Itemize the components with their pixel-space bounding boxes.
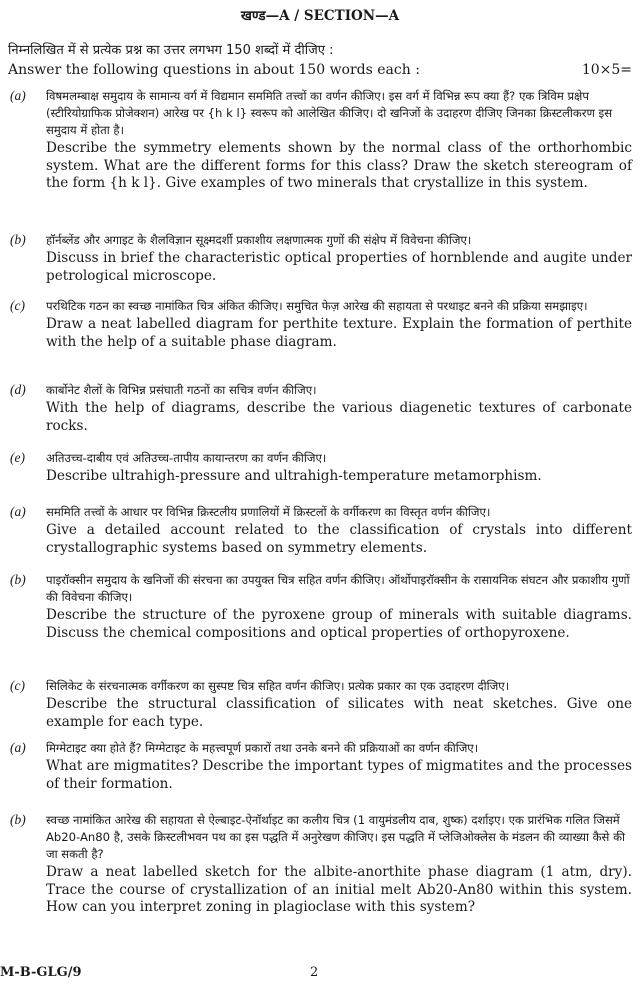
question-hindi: मिग्मेटाइट क्या होते हैं? मिग्मेटाइट के महत्त्वपूर्ण प्रकारों तथा उनके बनने की प्रक्रियाओं का वर्णन कीजिए। xyxy=(46,741,479,755)
question-item xyxy=(0,812,640,917)
paper-code: M-B-GLG/9 xyxy=(0,965,82,980)
question-item xyxy=(0,740,640,793)
question-label: (b) xyxy=(10,812,26,827)
question-hindi: कार्बोनेट शैलों के विभिन्न प्रसंघाती गठनों का सचित्र वर्णन कीजिए। xyxy=(46,383,317,397)
question-hindi: पाइरॉक्सीन समुदाय के खनिजों की संरचना का उपयुक्त चित्र सहित वर्णन कीजिए। ऑर्थोपाइरॉक्सीन के रासायनिक संघटन और प्रकाशीय गुणों की विवेचना कीजिए। xyxy=(46,573,630,604)
question-hindi: हॉर्नब्लेंड और अगाइट के शैलविज्ञान सूक्ष्मदर्शी प्रकाशीय लक्षणात्मक गुणों की संक्षेप में विवेचना कीजिए। xyxy=(46,233,472,247)
question-label: (c) xyxy=(10,678,25,693)
page-number: 2 xyxy=(310,965,319,980)
question-english: Describe the structural classification of silicates with neat sketches. Give one example for each type. xyxy=(46,696,632,730)
question-label: (a) xyxy=(10,504,26,519)
question-hindi: स्वच्छ नामांकित आरेख की सहायता से ऐल्बाइट-ऐनॉर्थाइट का कलीय चित्र (1 वायुमंडलीय दाब, शुष्क) दर्शाइए। एक प्रारंभिक गलित जिसमें Ab20-An80 है, उसके क्रिस्टलीभवन पथ का इस पद्धति में अनुरेखण कीजिए। इस पद्धति में प्लेजिओक्लेस के मंडलन की व्याख्या कैसे की जा सकती है? xyxy=(46,813,625,861)
question-item xyxy=(0,678,640,731)
question-english: Discuss in brief the characteristic optical properties of hornblende and augite under petrological microscope. xyxy=(46,250,632,284)
question-label: (b) xyxy=(10,572,26,587)
question-english: Describe the symmetry elements shown by the normal class of the orthorhombic system. What are the different forms for this class? Draw the sketch stereogram of the form {h k l}. Give examples of two minerals that crystallize in this system. xyxy=(46,140,632,191)
question-label: (e) xyxy=(10,450,25,465)
question-label: (a) xyxy=(10,88,26,103)
instructions-english-text: Answer the following questions in about 150 words each : xyxy=(8,62,420,78)
section-header: खण्ड—A / SECTION—A xyxy=(240,8,400,24)
question-english: Give a detailed account related to the classification of crystals into different crystallographic systems based on symmetry elements. xyxy=(46,522,632,556)
question-label: (a) xyxy=(10,740,26,755)
question-english: Draw a neat labelled diagram for perthite texture. Explain the formation of perthite with the help of a suitable phase diagram. xyxy=(46,316,632,350)
instructions-english xyxy=(8,62,632,78)
question-item xyxy=(0,232,640,285)
question-hindi: सममिति तत्त्वों के आधार पर विभिन्न क्रिस्टलीय प्रणालियों में क्रिस्टलों के वर्गीकरण का विस्तृत वर्णन कीजिए। xyxy=(46,505,491,519)
question-item xyxy=(0,450,640,486)
marks-allocation: 10×5= xyxy=(581,62,632,78)
question-item xyxy=(0,382,640,435)
question-hindi: अतिउच्च-दाबीय एवं अतिउच्च-तापीय कायान्तरण का वर्णन कीजिए। xyxy=(46,451,327,465)
question-item xyxy=(0,504,640,557)
instructions-hindi: निम्नलिखित में से प्रत्येक प्रश्न का उत्तर लगभग 150 शब्दों में दीजिए : xyxy=(8,43,334,58)
question-item xyxy=(0,298,640,351)
question-item xyxy=(0,572,640,642)
question-label: (d) xyxy=(10,382,26,397)
question-english: Describe the structure of the pyroxene group of minerals with suitable diagrams. Discuss the chemical compositions and optical properties of orthopyroxene. xyxy=(46,607,632,641)
question-english: Describe ultrahigh-pressure and ultrahigh-temperature metamorphism. xyxy=(46,468,542,484)
question-english: Draw a neat labelled sketch for the albite-anorthite phase diagram (1 atm, dry). Trace the course of crystallization of an initial melt Ab20-An80 within this system. How can you interpret zoning in plagioclase with this system? xyxy=(46,864,632,915)
question-hindi: परथिटिक गठन का स्वच्छ नामांकित चित्र अंकित कीजिए। समुचित फेज़ आरेख की सहायता से परथाइट बनने की प्रक्रिया समझाइए। xyxy=(46,299,588,313)
question-label: (c) xyxy=(10,298,25,313)
question-label: (b) xyxy=(10,232,26,247)
question-hindi: सिलिकेट के संरचनात्मक वर्गीकरण का सुस्पष्ट चित्र सहित वर्णन कीजिए। प्रत्येक प्रकार का एक उदाहरण दीजिए। xyxy=(46,679,510,693)
question-english: What are migmatites? Describe the important types of migmatites and the processes of their formation. xyxy=(46,758,632,792)
question-item xyxy=(0,88,640,193)
question-english: With the help of diagrams, describe the various diagenetic textures of carbonate rocks. xyxy=(46,400,632,434)
question-hindi: विषमलम्बाक्ष समुदाय के सामान्य वर्ग में विद्यमान सममिति तत्त्वों का वर्णन कीजिए। इस वर्ग में विभिन्न रूप क्या हैं? एक त्रिविम प्रक्षेप (स्टीरियोग्राफिक प्रोजेक्शन) आरेख पर {h k l} स्वरूप को आलेखित कीजिए। दो खनिजों के उदाहरण दीजिए जिनका क्रिस्टलीकरण इस समुदाय में होता है। xyxy=(46,89,613,137)
